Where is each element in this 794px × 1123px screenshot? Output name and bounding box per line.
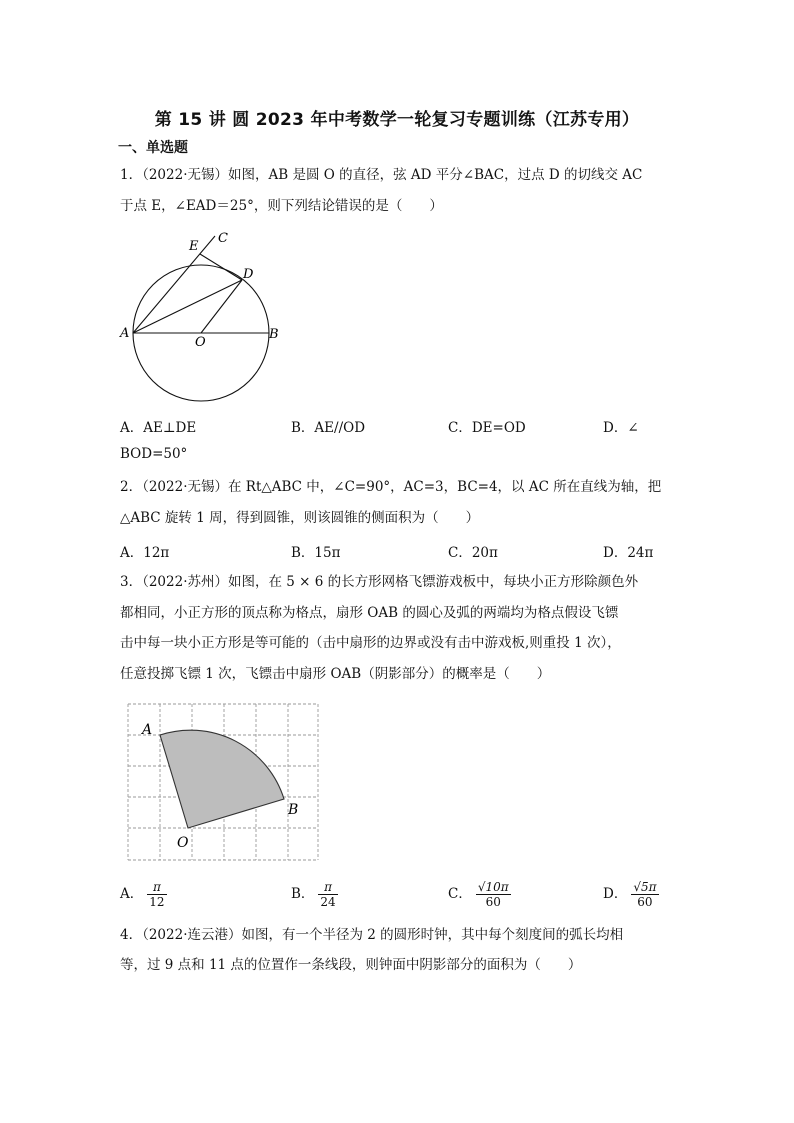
q3-option-d-numerator: √5π [633, 880, 657, 894]
q1-circle-figure [115, 228, 295, 408]
q2-text-line1: 2．（2022·无锡）在 Rt△ABC 中，∠C=90°，AC=3，BC=4，以 AC 所在直线为轴，把 [120, 479, 662, 495]
q1-option-b[interactable]: B．AE//OD [291, 420, 366, 436]
q3-option-d[interactable] [603, 880, 659, 909]
q3-option-a-numerator: π [147, 880, 166, 895]
q3-text-line4: 任意投掷飞镖 1 次，飞镖击中扇形 OAB（阴影部分）的概率是（ ） [120, 666, 551, 682]
q1-option-a[interactable]: A．AE⊥DE [120, 420, 197, 436]
q3-option-d-fraction [631, 880, 658, 909]
q3-text-line3: 击中每一块小正方形是等可能的（击中扇形的边界或没有击中游戏板,则重投 1 次）， [120, 635, 621, 651]
q3-option-a[interactable] [120, 880, 167, 909]
q2-option-d[interactable]: D．24π [603, 545, 654, 561]
q1-option-c[interactable]: C．DE=OD [448, 420, 526, 436]
q3-option-c[interactable] [448, 880, 511, 909]
q3-text-line2: 都相同，小正方形的顶点称为格点，扇形 OAB 的圆心及弧的两端均为格点假设飞镖 [120, 605, 619, 621]
q3-option-c-numerator: √10π [477, 880, 509, 894]
q3-option-b-denominator: 24 [320, 895, 336, 909]
q3-option-b-numerator: π [318, 880, 337, 895]
q2-option-c[interactable]: C．20π [448, 545, 498, 561]
q1-label-a: A [120, 326, 130, 341]
q1-label-d: D [243, 267, 254, 282]
q3-option-d-prefix: D． [603, 886, 628, 902]
q3-label-o: O [177, 835, 189, 851]
q2-option-a[interactable]: A．12π [120, 545, 170, 561]
q4-text-line1: 4．（2022·连云港）如图，有一个半径为 2 的圆形时钟，其中每个刻度间的弧长均相 [120, 927, 624, 943]
q1-text-line1: 1．（2022·无锡）如图，AB 是圆 O 的直径，弦 AD 平分∠BAC，过点 D 的切线交 AC [120, 167, 643, 183]
q3-option-a-fraction [147, 880, 166, 909]
q3-option-b-prefix: B． [291, 886, 315, 902]
section-heading: 一、单选题 [118, 140, 188, 156]
q3-text-line1: 3．（2022·苏州）如图，在 5 × 6 的长方形网格飞镖游戏板中，每块小正方形除颜色外 [120, 574, 639, 590]
q1-option-d[interactable]: D．∠ [603, 420, 639, 436]
q3-option-c-prefix: C． [448, 886, 472, 902]
q1-label-c: C [218, 231, 228, 246]
q3-option-b[interactable] [291, 880, 338, 909]
q3-option-a-prefix: A． [120, 886, 144, 902]
q2-option-b[interactable]: B．15π [291, 545, 341, 561]
q3-label-b: B [288, 802, 299, 818]
q1-text-line2: 于点 E，∠EAD＝25°，则下列结论错误的是（ ） [120, 198, 443, 214]
q3-grid-figure [122, 698, 322, 864]
page-title: 第 15 讲 圆 2023 年中考数学一轮复习专题训练（江苏专用） [154, 110, 640, 130]
q3-option-a-denominator: 12 [149, 895, 165, 909]
q4-text-line2: 等，过 9 点和 11 点的位置作一条线段，则钟面中阴影部分的面积为（ ） [120, 957, 582, 973]
q1-label-b: B [269, 327, 279, 342]
q3-option-d-denominator: 60 [637, 895, 653, 909]
q1-line-od [201, 280, 242, 333]
q3-label-a: A [142, 722, 153, 738]
q1-label-e: E [189, 239, 199, 254]
q2-text-line2: △ABC 旋转 1 周，得到圆锥，则该圆锥的侧面积为（ ） [120, 510, 480, 526]
q1-label-o: O [195, 335, 206, 350]
q3-option-b-fraction [318, 880, 337, 909]
q3-option-c-denominator: 60 [485, 895, 501, 909]
q3-option-c-fraction [476, 880, 511, 909]
q1-line-ac [133, 236, 215, 333]
q3-sector-oab [160, 730, 284, 828]
q1-tangent-ed [200, 254, 242, 280]
q1-option-d-cont: BOD=50° [120, 446, 188, 462]
